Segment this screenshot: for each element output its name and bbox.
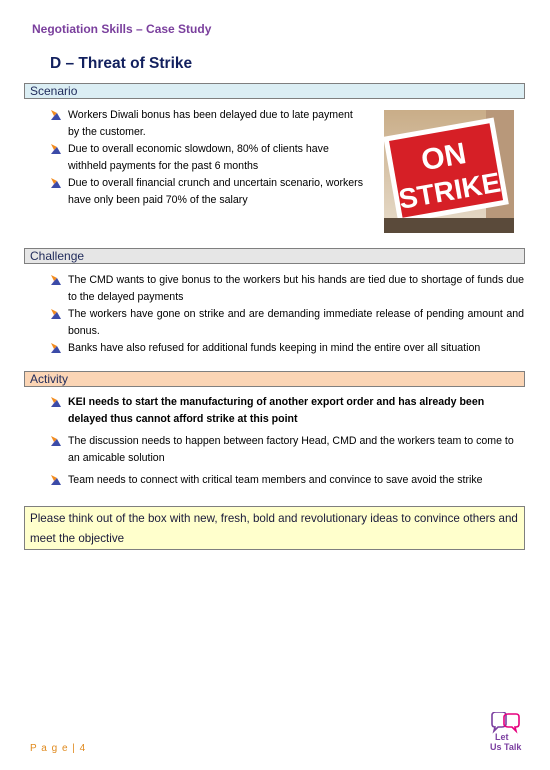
section-title: D – Threat of Strike (50, 55, 193, 72)
list-item: Workers Diwali bonus has been delayed due to late payment by the customer. (48, 107, 363, 141)
list-item: The workers have gone on strike and are demanding immediate release of pending amount and bonus. (48, 306, 524, 340)
page-number: P a g e | 4 (30, 743, 87, 754)
logo-text-let: Let (495, 732, 509, 742)
list-item: The discussion needs to happen between factory Head, CMD and the workers team to come to an amicable solution (48, 433, 524, 467)
objective-callout: Please think out of the box with new, fresh, bold and revolutionary ideas to convince others and meet the objective (24, 506, 525, 550)
list-item: The CMD wants to give bonus to the workers but his hands are tied due to shortage of funds due to the delayed payments (48, 272, 524, 306)
scenario-bar (24, 83, 525, 99)
let-us-talk-logo (488, 712, 522, 754)
bullet-icon (51, 309, 61, 319)
challenge-label: Challenge (30, 249, 85, 263)
header-title: Negotiation Skills – Case Study (32, 22, 212, 36)
on-strike-sign-image (384, 110, 514, 233)
list-item: Banks have also refused for additional funds keeping in mind the entire over all situation (48, 340, 524, 357)
list-item: Team needs to connect with critical team members and convince to save avoid the strike (48, 472, 524, 489)
bullet-icon (51, 178, 61, 188)
list-item: KEI needs to start the manufacturing of another export order and has already been delayed thus cannot afford strike at this point (48, 394, 524, 428)
bullet-icon (51, 144, 61, 154)
bullet-icon (51, 343, 61, 353)
list-item: Due to overall financial crunch and uncertain scenario, workers have only been paid 70% of the salary (48, 175, 363, 209)
logo-text-us-talk: Us Talk (490, 742, 522, 752)
challenge-bar (24, 248, 525, 264)
scenario-label: Scenario (30, 84, 78, 98)
scenario-list (48, 107, 363, 209)
bullet-icon (51, 475, 61, 485)
list-item: Due to overall economic slowdown, 80% of clients have withheld payments for the past 6 months (48, 141, 363, 175)
challenge-list (48, 272, 524, 357)
activity-list (48, 394, 524, 494)
bullet-icon (51, 397, 61, 407)
bullet-icon (51, 436, 61, 446)
bullet-icon (51, 275, 61, 285)
sign-text-strike: STRIKE (396, 166, 503, 215)
bullet-icon (51, 110, 61, 120)
activity-label: Activity (30, 372, 69, 386)
activity-bar (24, 371, 525, 387)
sign-text-on: ON (418, 137, 469, 178)
